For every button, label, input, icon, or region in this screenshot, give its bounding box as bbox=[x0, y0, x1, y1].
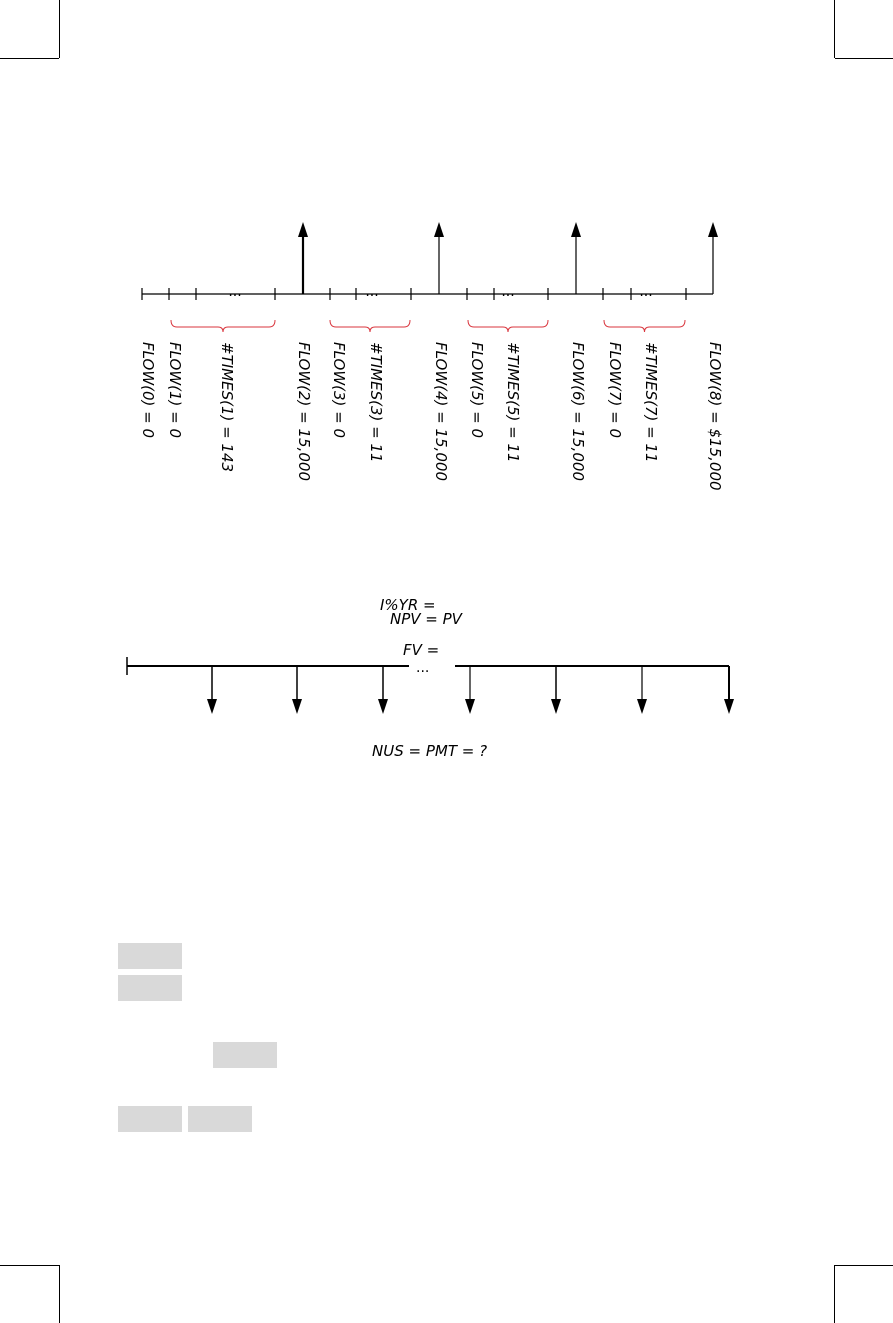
crop-mark bbox=[834, 1265, 835, 1323]
ellipsis: ... bbox=[639, 284, 653, 300]
arrow-head bbox=[637, 699, 647, 714]
ellipsis: ... bbox=[501, 284, 515, 300]
arrow-head bbox=[207, 699, 217, 714]
ellipsis: ... bbox=[228, 284, 242, 300]
arrow-head bbox=[724, 699, 734, 714]
cash-flow-label: FLOW(7) = 0 bbox=[606, 342, 624, 439]
cash-flow-label: FLOW(6) = 15,000 bbox=[569, 342, 587, 481]
cash-flow-label: #TIMES(3) = 11 bbox=[367, 342, 385, 463]
ellipsis: ... bbox=[365, 284, 379, 300]
cash-flow-label: FLOW(1) = 0 bbox=[166, 342, 184, 439]
calculator-key bbox=[118, 975, 182, 1001]
arrow-head bbox=[551, 699, 561, 714]
calculator-key bbox=[213, 1042, 277, 1068]
arrow-head bbox=[378, 699, 388, 714]
interest-rate-label: I%YR = bbox=[380, 596, 436, 614]
cash-flow-label: FLOW(0) = 0 bbox=[139, 342, 157, 439]
cash-flow-label: #TIMES(5) = 11 bbox=[504, 342, 522, 463]
cash-flow-label: #TIMES(7) = 11 bbox=[642, 342, 660, 463]
crop-mark bbox=[835, 1265, 893, 1266]
arrow-head bbox=[292, 699, 302, 714]
arrow-head bbox=[465, 699, 475, 714]
npv-label: NPV = PV bbox=[390, 610, 462, 628]
calculator-key bbox=[118, 943, 182, 969]
future-value-label: FV = bbox=[403, 641, 440, 659]
crop-mark bbox=[59, 1265, 60, 1323]
calculator-key bbox=[188, 1106, 252, 1132]
ellipsis: ... bbox=[416, 660, 430, 676]
cash-flow-label: FLOW(5) = 0 bbox=[468, 342, 486, 439]
cash-flow-label: FLOW(8) = $15,000 bbox=[706, 342, 724, 491]
payment-label: NUS = PMT = ? bbox=[372, 742, 488, 760]
cash-flow-label: #TIMES(1) = 143 bbox=[218, 342, 236, 473]
cash-flow-label: FLOW(2) = 15,000 bbox=[295, 342, 313, 481]
cash-flow-label: FLOW(3) = 0 bbox=[330, 342, 348, 439]
cash-flow-label: FLOW(4) = 15,000 bbox=[432, 342, 450, 481]
calculator-key bbox=[118, 1106, 182, 1132]
crop-mark bbox=[0, 1265, 59, 1266]
